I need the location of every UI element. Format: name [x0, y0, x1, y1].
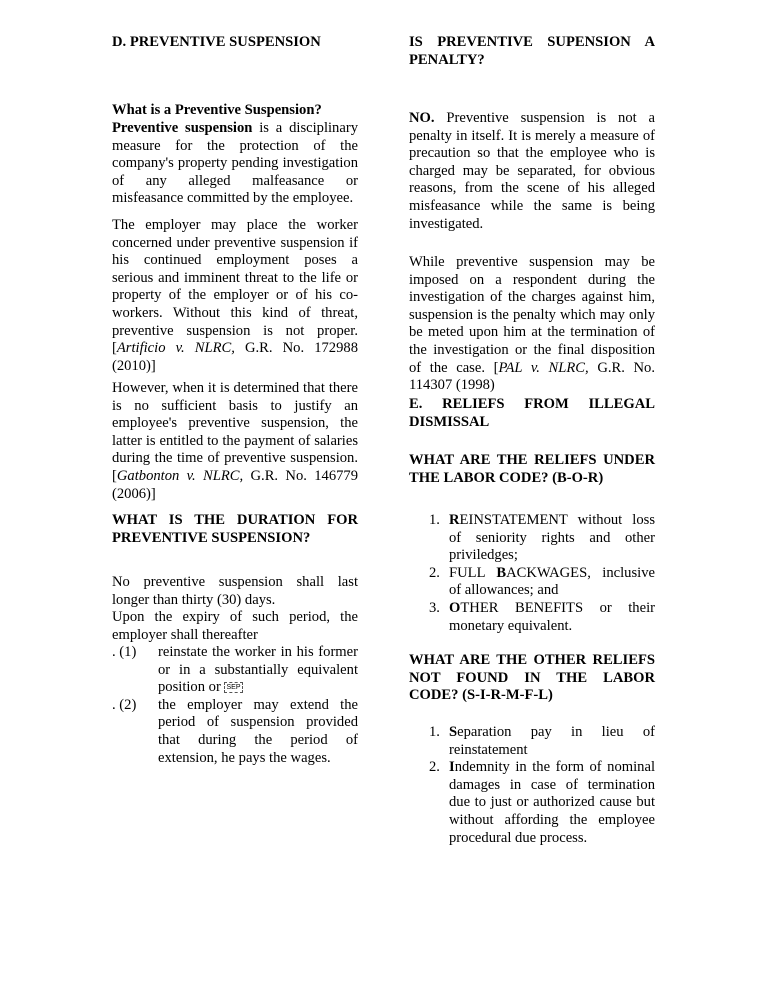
list-number: 2. [429, 759, 440, 776]
list-number: 1. [429, 512, 440, 528]
section-heading: D. PREVENTIVE SUSPENSION [112, 34, 321, 50]
question-heading: WHAT IS THE DURATION FOR PREVENTIVE SUSPENSION? [112, 512, 358, 546]
citation: G.R. No. 172988 (2010)] [112, 340, 358, 374]
paragraph: Upon the expiry of such period, the employer shall thereafter [112, 609, 358, 643]
other-reliefs-list [409, 724, 655, 847]
text: THER BENEFITS or their monetary equivalent. [449, 599, 655, 634]
text: While preventive suspension may be imposed on a respondent during the investigation of the charges against him, suspension is the penalty which may only be meted upon him at the termination of the investigation or the final disposition of the case. [ [409, 254, 655, 376]
list-number: 2. [429, 564, 440, 581]
question-heading: WHAT ARE THE OTHER RELIEFS NOT FOUND IN THE LABOR CODE? (S-I-R-M-F-L) [409, 652, 655, 704]
paragraph [409, 110, 655, 233]
text: the employer may extend the period of suspension provided that during the period of extension, he pays the wages. [158, 696, 358, 766]
bold-term: Preventive suspension [112, 120, 253, 136]
list-number: 3. [429, 599, 440, 616]
bold-letter: R [449, 512, 460, 528]
list-number: 1. [429, 724, 440, 740]
section-heading: IS PREVENTIVE SUPENSION A PENALTY? [409, 34, 655, 68]
list-item [409, 512, 655, 565]
list-item [409, 600, 655, 635]
list-item [112, 644, 358, 697]
list-number: . (1) [112, 644, 137, 660]
question-heading: WHAT ARE THE RELIEFS UNDER THE LABOR CODE? (B-O-R) [409, 452, 655, 486]
bold-letter: S [449, 724, 458, 740]
text: is a disciplinary measure for the protection of the company's property pending investigation of any alleged malfeasance or misfeasance committed by the employee. [112, 120, 358, 207]
list-item [409, 724, 655, 759]
paragraph [112, 120, 358, 208]
case-name: Artificio v. NLRC, [116, 340, 235, 357]
question-heading: What is a Preventive Suspension? [112, 102, 322, 118]
text: The employer may place the worker concerned under preventive suspension if his continued employment poses a serious and imminent threat to the life or property of the employer or of his co-workers. Without this kind of threat, preventive suspension is not proper. [ [112, 217, 358, 357]
citation: G.R. No. 146779 (2006)] [112, 467, 359, 502]
list-number: . (2) [112, 696, 137, 713]
paragraph [409, 254, 655, 395]
bold-letter: O [449, 599, 461, 616]
text: However, when it is determined that there is no sufficient basis to justify an employee's preventive suspension, the latter is entitled to the payment of salaries during the time of preventive suspension.[ [112, 380, 358, 484]
reliefs-list [409, 512, 655, 635]
duration-list [112, 644, 358, 767]
bold-letter: I [449, 759, 455, 776]
text: ACKWAGES, inclusive of allowances; and [449, 564, 655, 599]
text: FULL [449, 564, 497, 581]
case-name: Gatbonton v. NLRC, [116, 467, 244, 484]
list-item [409, 759, 655, 847]
paragraph [112, 217, 358, 375]
text: Preventive suspension is not a penalty in itself. It is merely a measure of precaution so that the employee who is charged may be separated, for obvious reasons, from the scene of his alleged misfeasance while the same is being investigated. [409, 110, 655, 232]
bold-term: NO. [409, 110, 435, 126]
text: reinstate the worker in his former or in a substantially equivalent position or [158, 644, 358, 696]
text: ndemnity in the form of nominal damages in case of termination due to just or authorized cause but without affording the employee procedural due process. [449, 759, 655, 846]
list-item [112, 697, 358, 767]
bold-letter: B [496, 564, 507, 581]
list-item [409, 565, 655, 600]
case-name: PAL v. NLRC, [498, 359, 589, 376]
text: eparation pay in lieu of reinstatement [449, 724, 655, 758]
section-heading: E. RELIEFS FROM ILLEGAL DISMISSAL [409, 396, 655, 430]
paragraph: No preventive suspension shall last longer than thirty (30) days. [112, 574, 358, 608]
paragraph [112, 380, 358, 503]
citation: G.R. No. 114307 (1998) [409, 359, 655, 394]
separator-glyph-icon: SEP [226, 684, 241, 692]
text: EINSTATEMENT without loss of seniority rights and other priviledges; [449, 512, 655, 564]
